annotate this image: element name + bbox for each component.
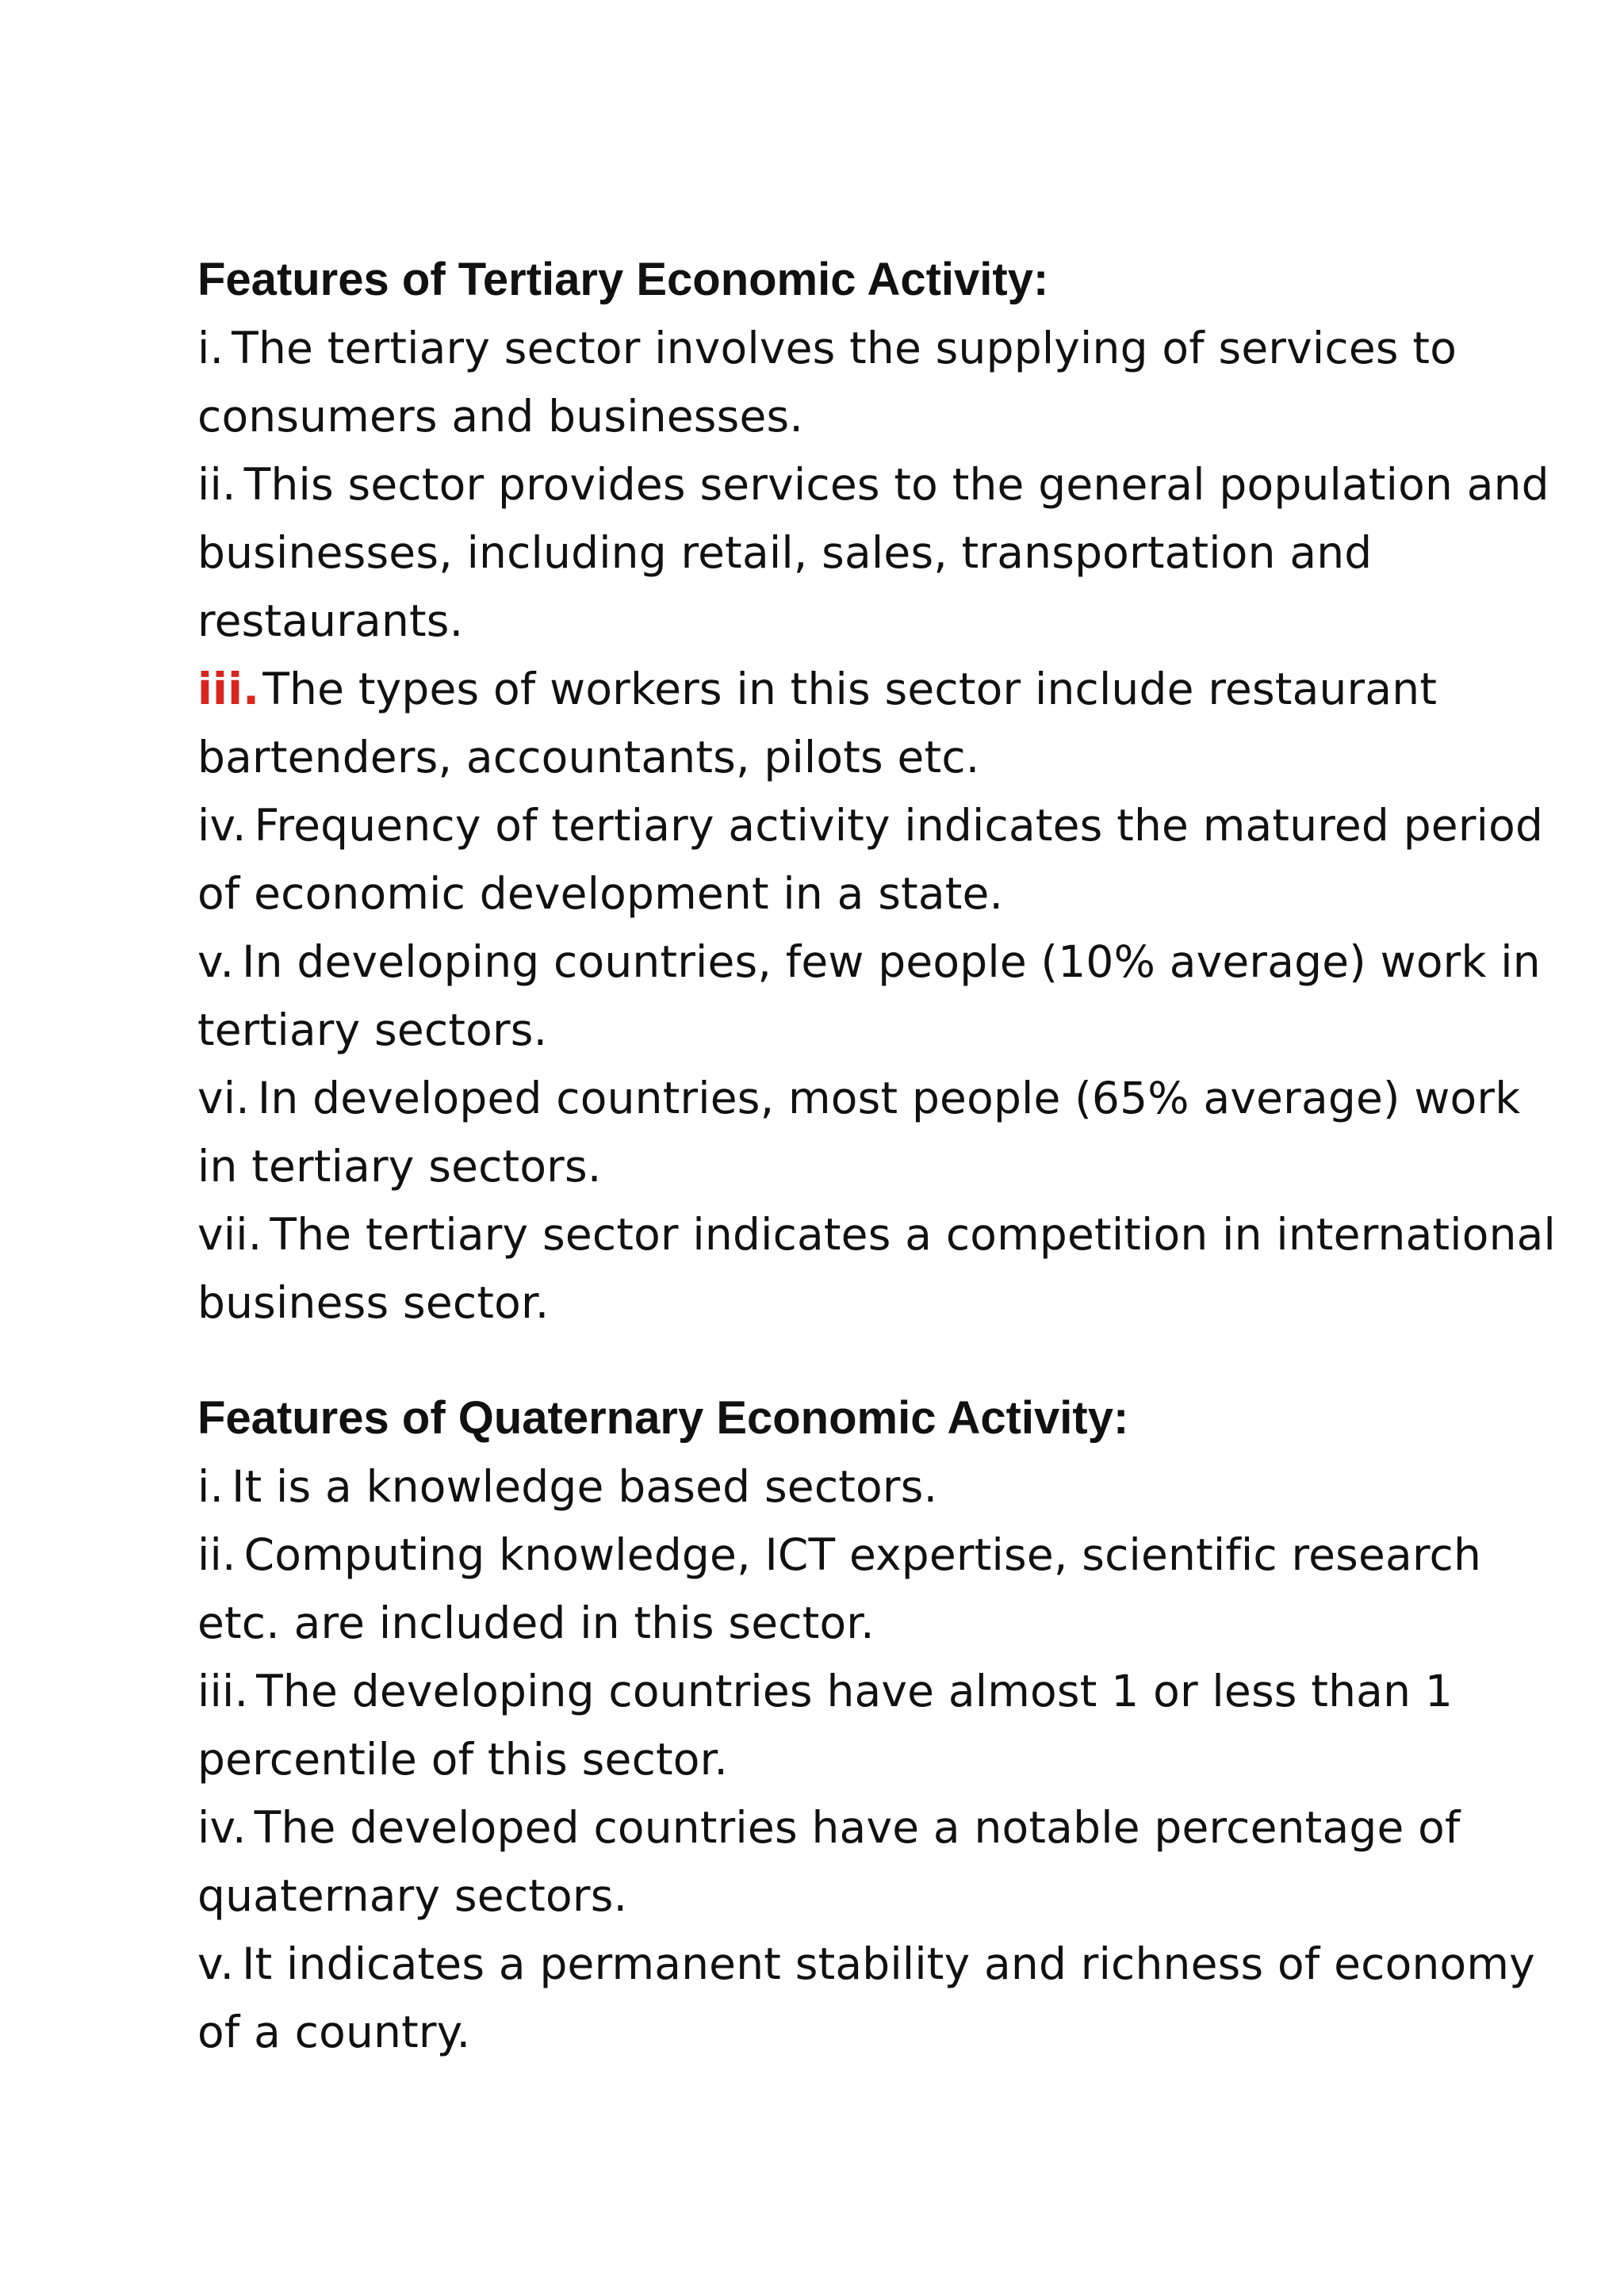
- item-text: The tertiary sector indicates a competition in international business sector.: [197, 1209, 1557, 1328]
- item-number: iv.: [197, 800, 247, 851]
- item-number: iii.: [197, 1666, 249, 1716]
- quaternary-heading: Features of Quaternary Economic Activity:: [197, 1392, 1129, 1444]
- item-text: In developing countries, few people (10% average) work in tertiary sectors.: [197, 936, 1541, 1055]
- item-text: The types of workers in this sector include restaurant bartenders, accountants, pilots etc.: [197, 664, 1438, 783]
- item-text: The developed countries have a notable percentage of quaternary sectors.: [197, 1802, 1461, 1921]
- quaternary-item-2: [197, 1521, 1561, 1657]
- item-text: It indicates a permanent stability and richness of economy of a country.: [197, 1938, 1535, 2057]
- tertiary-item-7: [197, 1200, 1561, 1337]
- item-text: Frequency of tertiary activity indicates the matured period of economic development in a state.: [197, 800, 1544, 919]
- quaternary-item-4: [197, 1793, 1561, 1930]
- item-text: Computing knowledge, ICT expertise, scientific research etc. are included in this sector.: [197, 1529, 1482, 1648]
- tertiary-item-3: [197, 655, 1561, 791]
- item-number: ii.: [197, 1529, 236, 1580]
- item-number: v.: [197, 1938, 235, 1989]
- tertiary-heading: Features of Tertiary Economic Activity:: [197, 254, 1049, 305]
- item-text: The developing countries have almost 1 or less than 1 percentile of this sector.: [197, 1666, 1454, 1785]
- item-number: v.: [197, 936, 235, 987]
- section-spacer: [197, 1337, 1561, 1384]
- item-text: In developed countries, most people (65% average) work in tertiary sectors.: [197, 1073, 1521, 1192]
- item-text: This sector provides services to the general population and businesses, including retail, sales, transportation and restaurants.: [197, 459, 1549, 646]
- item-number: i.: [197, 323, 224, 373]
- item-text: The tertiary sector involves the supplying of services to consumers and businesses.: [197, 323, 1457, 442]
- item-number: iv.: [197, 1802, 247, 1853]
- tertiary-item-1: [197, 314, 1561, 450]
- item-number: vii.: [197, 1209, 262, 1260]
- item-number: i.: [197, 1461, 224, 1512]
- quaternary-item-5: [197, 1930, 1561, 2066]
- tertiary-item-4: [197, 791, 1561, 928]
- quaternary-item-3: [197, 1657, 1561, 1793]
- item-text: It is a knowledge based sectors.: [232, 1461, 938, 1512]
- tertiary-item-2: [197, 450, 1561, 655]
- quaternary-item-1: [197, 1452, 1561, 1521]
- tertiary-item-5: [197, 928, 1561, 1064]
- item-number: vi.: [197, 1073, 250, 1123]
- document-content: [197, 246, 1561, 2066]
- item-number-highlighted: iii.: [197, 664, 260, 714]
- item-number: ii.: [197, 459, 236, 510]
- tertiary-item-6: [197, 1064, 1561, 1200]
